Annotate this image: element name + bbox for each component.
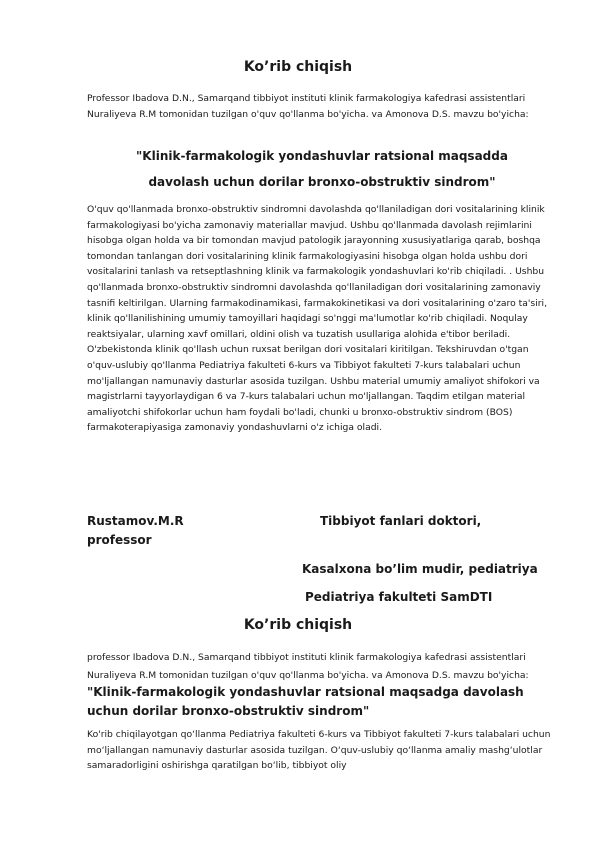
review-body-2 [87,727,557,774]
topic-line-2: davolash uchun dorilar bronxo-obstruktiv sindrom" [148,175,496,189]
body-text-2: Ko'rib chiqilayotgan qo‘llanma Pediatriya fakulteti 6-kurs va Tibbiyot fakulteti 7-kurs talabalari uchun mo‘ljallangan namunaviy dasturlar asosida tuzilgan. O‘quv-uslubiy qo‘llanma amaliy mashg‘ulotlar samaradorligini oshirishga qaratilgan bo‘lib, tibbiyot oliy [87,729,551,772]
reviewer-rank: professor [87,533,152,547]
topic-line-1: "Klinik-farmakologik yondashuvlar ratsional maqsadda [136,149,508,163]
intro-text-2: professor Ibadova D.N., Samarqand tibbiyot instituti klinik farmakologiya kafedrasi assistentlari Nuraliyeva R.M tomonidan tuzilgan o'quv qo'llanma bo'yicha. va Amonova D.S. mavzu bo'yicha: [87,652,529,681]
review-title: Ko’rib chiqish [243,59,353,75]
review-title-2: Ko’rib chiqish [243,617,353,633]
reviewer-faculty: Pediatriya fakulteti SamDTI [305,590,493,604]
reviewer-position: Kasalxona bo’lim mudir, pediatriya [302,562,538,576]
topic-inline: "Klinik-farmakologik yondashuvlar ratsional maqsadga davolash uchun dorilar bronxo-obstruktiv sindrom" [87,685,524,718]
body-text: O'quv qo'llanmada bronxo-obstruktiv sindromni davolashda qo'llaniladigan dori vositalarining klinik farmakologiyasi bo'yicha zamonaviy materiallar mavjud. Ushbu qo'llanmada davolash rejimlarini hisobga olgan holda va bir tomondan mavjud patologik jarayonning xususiyatlariga qarab, boshqa tomondan tanlangan dori vositalarining klinik farmakologiyasini hisobga olgan holda ushbu dori vositalarini tanlash va retseptlashning klinik va farmakologik yondashuvlari ko'rib chiqiladi. . Ushbu qo'llanmada bronxo-obstruktiv sindromni davolashda qo'llaniladigan dori vositalarining zamonaviy tasnifi keltirilgan. Ularning farmakodinamikasi, farmakokinetikasi va dori vositalarining o'zaro ta'siri, klinik qo'llanilishining umumiy tamoyillari haqidagi so'nggi ma'lumotlar ko'rib chiqiladi. Noqulay reaktsiyalar, ularning xavf omillari, oldini olish va tuzatish usullariga alohida e'tibor beriladi. O'zbekistonda klinik qo'llash uchun ruxsat berilgan dori vositalari kiritilgan. Tekshiruvdan o'tgan o'quv-uslubiy qo'llanma Pediatriya fakulteti 6-kurs va Tibbiyot fakulteti 7-kurs talabalari uchun mo'ljallangan namunaviy dasturlar asosida tuzilgan. Ushbu material umumiy amaliyot shifokori va magistrlarni tayyorlaydigan 6 va 7-kurs talabalari uchun mo'ljallangan. Taqdim etilgan material amaliyotchi shifokorlar uchun ham foydali bo'ladi, chunki u bronxo-obstruktiv sindrom (BOS) farmakoterapiyasiga zamonaviy yondashuvlarni o'z ichiga oladi. [87,204,547,434]
intro-text: Professor Ibadova D.N., Samarqand tibbiyot instituti klinik farmakologiya kafedrasi assistentlari Nuraliyeva R.M tomonidan tuzilgan o'quv qo'llanma bo'yicha. va Amonova D.S. mavzu bo'yicha: [87,93,529,120]
review-body [87,202,557,436]
review-intro [87,91,557,122]
review-intro-2 [87,649,557,721]
reviewer-degree: Tibbiyot fanlari doktori, [320,514,482,528]
reviewer-name: Rustamov.M.R [87,514,184,528]
